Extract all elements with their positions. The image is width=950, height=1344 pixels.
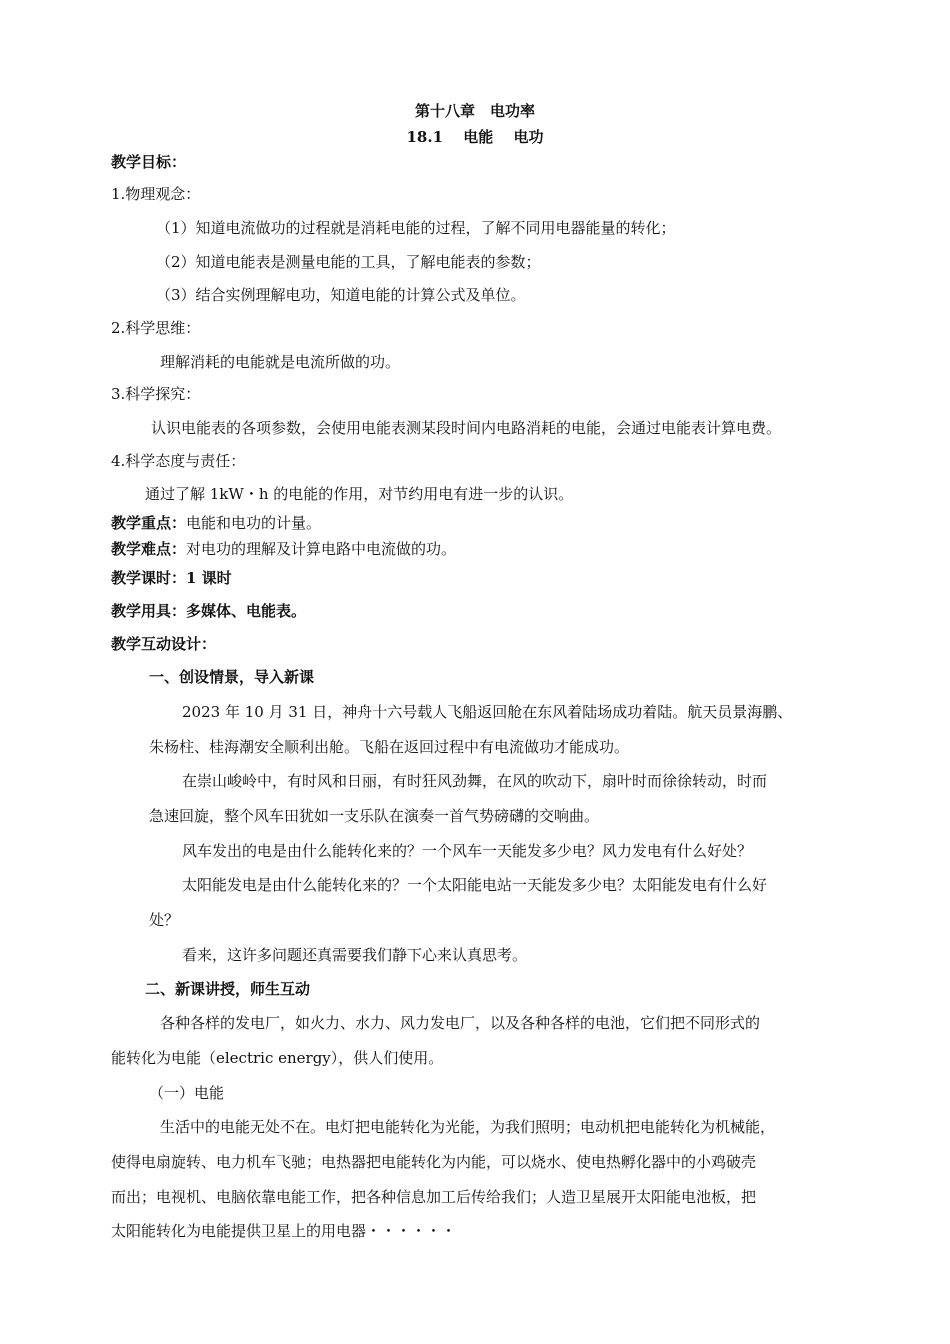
difficulty — [111, 539, 456, 559]
teaching-periods: 教学课时：1 课时 — [111, 569, 232, 587]
objective-item: （3）结合实例理解电功，知道电能的计算公式及单位。 — [156, 286, 526, 304]
section1-paragraph: 太阳能发电是由什么能转化来的？一个太阳能电站一天能发多少电？太阳能发电有什么好 — [182, 876, 768, 894]
section-title: 18.1 电能 电功 — [406, 128, 544, 146]
section2-paragraph: 能转化为电能（electric energy），供人们使用。 — [111, 1049, 444, 1067]
section1-paragraph: 风车发出的电是由什么能转化来的？一个风车一天能发多少电？风力发电有什么好处？ — [182, 842, 753, 860]
section2-paragraph: 各种各样的发电厂，如火力、水力、风力发电厂，以及各种各样的电池，它们把不同形式的 — [160, 1014, 761, 1032]
scientific-inquiry-text: 认识电能表的各项参数，会使用电能表测某段时间内电路消耗的电能，会通过电能表计算电费。 — [151, 419, 782, 437]
section2-paragraph: 生活中的电能无处不在。电灯把电能转化为光能，为我们照明；电动机把电能转化为机械能， — [160, 1118, 776, 1136]
design-heading: 教学互动设计： — [111, 635, 217, 653]
objectives-heading: 教学目标： — [111, 153, 187, 171]
section1-paragraph: 朱杨柱、桂海潮安全顺利出舱。飞船在返回过程中有电流做功才能成功。 — [149, 738, 630, 756]
attitude-text: 通过了解 1kW・h 的电能的作用，对节约用电有进一步的认识。 — [145, 485, 574, 503]
section2-heading: 二、新课讲授，师生互动 — [145, 980, 311, 998]
teaching-tools: 教学用具：多媒体、电能表。 — [111, 602, 307, 620]
section2-paragraph: 太阳能转化为电能提供卫星上的用电器・・・・・・ — [111, 1222, 457, 1240]
section2-paragraph: 使得电扇旋转、电力机车飞驰；电热器把电能转化为内能，可以烧水、使电热孵化器中的小鸡破壳 — [111, 1153, 757, 1171]
scientific-inquiry-heading: 3.科学探究： — [111, 385, 201, 403]
section1-paragraph: 急速回旋，整个风车田犹如一支乐队在演奏一首气势磅礴的交响曲。 — [149, 807, 600, 825]
scientific-thinking-heading: 2.科学思维： — [111, 319, 201, 337]
subsection-heading: （一）电能 — [149, 1084, 225, 1102]
section1-paragraph: 看来，这许多问题还真需要我们静下心来认真思考。 — [182, 946, 528, 964]
chapter-title: 第十八章 电功率 — [414, 102, 535, 120]
section1-paragraph: 处？ — [149, 911, 180, 929]
section1-heading: 一、创设情景，导入新课 — [149, 668, 315, 686]
key-point-text: 电能和电功的计量。 — [186, 514, 322, 532]
section1-paragraph: 在崇山峻岭中，有时风和日丽，有时狂风劲舞，在风的吹动下，扇叶时而徐徐转动，时而 — [182, 772, 768, 790]
difficulty-label: 教学难点： — [111, 540, 187, 558]
objective-item: （2）知道电能表是测量电能的工具，了解电能表的参数； — [156, 253, 541, 271]
attitude-heading: 4.科学态度与责任： — [111, 452, 246, 470]
section1-paragraph: 2023 年 10 月 31 日，神舟十六号载人飞船返回舱在东风着陆场成功着陆。航天员景海鹏、 — [182, 703, 793, 721]
scientific-thinking-text: 理解消耗的电能就是电流所做的功。 — [160, 353, 401, 371]
section2-paragraph: 而出；电视机、电脑依靠电能工作，把各种信息加工后传给我们；人造卫星展开太阳能电池板，把 — [111, 1188, 757, 1206]
difficulty-text: 对电功的理解及计算电路中电流做的功。 — [186, 540, 457, 558]
key-point — [111, 513, 321, 533]
objective-item: （1）知道电流做功的过程就是消耗电能的过程，了解不同用电器能量的转化； — [156, 219, 676, 237]
physics-concept-heading: 1.物理观念： — [111, 185, 201, 203]
key-point-label: 教学重点： — [111, 514, 187, 532]
